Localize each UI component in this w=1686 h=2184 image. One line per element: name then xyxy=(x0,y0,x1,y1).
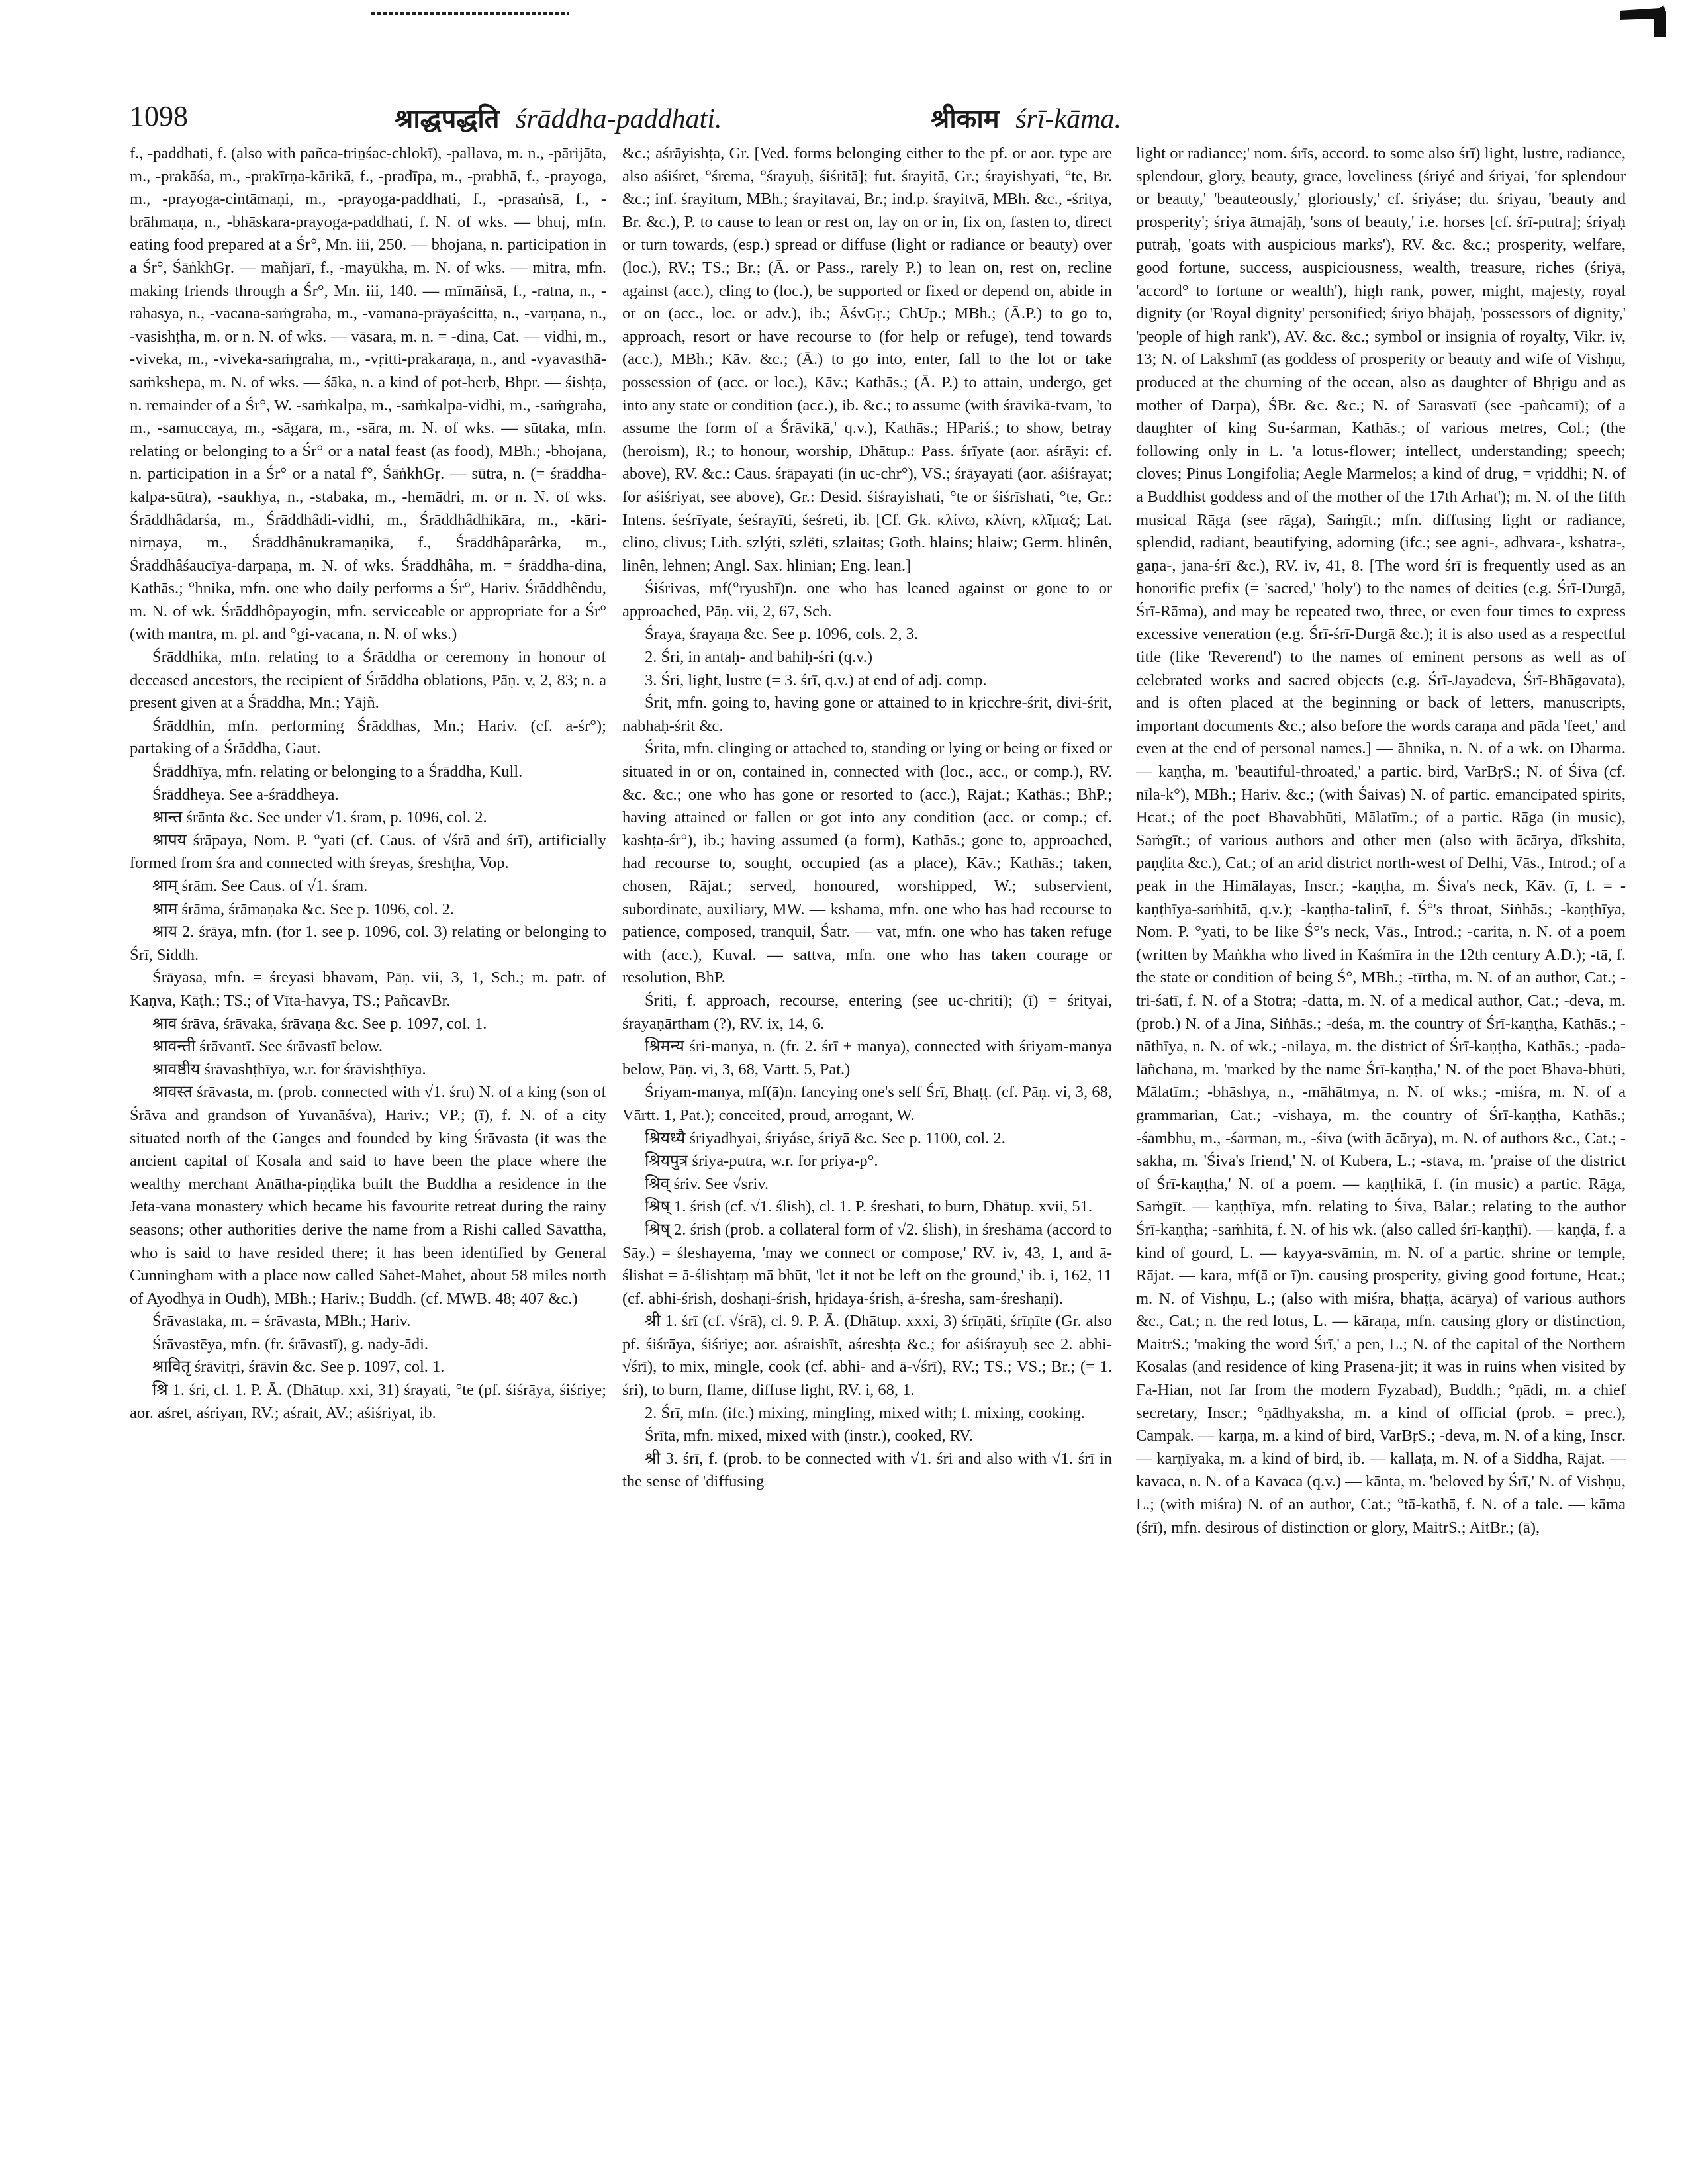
dictionary-entry: श्रियध्यै śriyadhyai, śriyáse, śriyā &c. See p. 1100, col. 2. xyxy=(645,1129,1006,1147)
page-header xyxy=(130,99,1587,139)
dictionary-entry: श्राम śrāma, śrāmaṇaka &c. See p. 1096, col. 2. xyxy=(152,900,455,918)
dictionary-entry: श्रिष् 1. śrish (cf. √1. ślish), cl. 1. P. śreshati, to burn, Dhātup. xvii, 51. xyxy=(645,1198,1093,1216)
dictionary-column-2 xyxy=(622,142,1112,2148)
dictionary-entry: श्रिष् 2. śrish (prob. a collateral form of √2. ślish), in śreshāma (accord to Sāy.) = śleshayema, 'may we connect or compose,' RV. iv, 43, 1, and ā-ślishat = ā-ślishṭaṃ mā bhūt, 'let it not be left on the ground,' ib. i, 162, 11 (cf. abhi-śrish, doshaṇi-śrish, hṛidaya-śrish, ā-śresha, sam-śreshaṇi). xyxy=(622,1220,1112,1307)
right-running-head xyxy=(931,99,1121,136)
dictionary-entry: श्रावितृ śrāvitṛi, śrāvin &c. See p. 1097, col. 1. xyxy=(152,1358,445,1376)
dictionary-entry: Śriti, f. approach, recourse, entering (see uc-chriti); (ī) = śrityai, śrayaṇārtham (?), RV. ix, 14, 6. xyxy=(622,991,1112,1033)
dictionary-entry: श्रिमन्य śri-manya, n. (fr. 2. śrī + manya), connected with śriyam-manya below, Pāṇ. vi, 3, 68, Vārtt. 5, Pat.) xyxy=(622,1037,1112,1078)
page-number: 1098 xyxy=(130,100,188,132)
dictionary-entry: Śraya, śrayaṇa &c. See p. 1096, cols. 2, 3. xyxy=(645,625,918,643)
dictionary-entry: श्रावष्ठीय śrāvashṭhīya, w.r. for śrāvishṭhīya. xyxy=(152,1060,426,1078)
dictionary-entry: Śrāddhika, mfn. relating to a Śrāddha or ceremony in honour of deceased ancestors, the recipient of Śrāddha oblations, Pāṇ. v, 2, 83; n. a present given at a Śrāddha, Mn.; Yājñ. xyxy=(130,648,606,712)
dictionary-entry: Śrāddhin, mfn. performing Śrāddhas, Mn.; Hariv. (cf. a-śr°); partaking of a Śrāddha, Gaut. xyxy=(130,716,606,758)
left-head-latin: śrāddha-paddhati. xyxy=(515,104,722,134)
dictionary-entry: श्रियपुत्र śriya-putra, w.r. for priya-p°. xyxy=(645,1152,878,1170)
dictionary-entry: 2. Śri, in antaḥ- and bahiḥ-śri (q.v.) xyxy=(645,648,873,667)
dictionary-entry: Śiśrivas, mf(°ryushī)n. one who has leaned against or gone to or approached, Pāṇ. vii, 2, 67, Sch. xyxy=(622,579,1112,620)
dictionary-entry: श्रापय śrāpaya, Nom. P. °yati (cf. Caus. of √śrā and śrī), artificially formed from śra and connected with śreyas, śreshṭha, Vop. xyxy=(130,831,606,873)
dictionary-entry: श्रिव् śriv. See √sriv. xyxy=(645,1174,769,1193)
corner-tab-mark xyxy=(1620,5,1666,37)
dictionary-column-3 xyxy=(1136,142,1626,2148)
dictionary-entry: light or radiance;' nom. śrīs, accord. to some also śrī) light, lustre, radiance, splendour, glory, beauty, grace, loveliness (śriyé and śriyai, 'for splendour or beauty,' 'beauteously,' gloriously,' cf. śriyáse; du. śriyau, 'beauty and prosperity'; śriya ātmajāḥ, 'sons of beauty,' i.e. horses [cf. śrī-putra]; śriyaḥ putrāḥ, 'goats with auspicious marks'), RV. &c. &c.; prosperity, welfare, good fortune, success, auspiciousness, wealth, treasure, riches (śriyā, 'accord° to fortune or wealth'), high rank, power, might, majesty, royal dignity (or 'Royal dignity' personified; śriyo bhājaḥ, 'possessors of dignity,' 'people of high rank'), AV. &c. &c.; symbol or insignia of royalty, Vikr. iv, 13; N. of Lakshmī (as goddess of prosperity or beauty and wife of Vishṇu, produced at the churning of the ocean, also as daughter of Bhṛigu and as mother of Darpa), ŚBr. &c. &c.; N. of Sarasvatī (see -pañcamī); of a daughter of king Su-śarman, Kathās.; of various metres, Col.; (the following only in L. 'a lotus-flower; intellect, understanding; speech; cloves; Pinus Longifolia; Aegle Marmelos; a kind of drug, = vṛiddhi; N. of a Buddhist goddess and of the mother of the 17th Arhat'); m. N. of the fifth musical Rāga (see rāga), Saṁgīt.; mfn. diffusing light or radiance, splendid, radiant, beautifying, adorning (ifc.; see agni-, adhvara-, kshatra-, gaṇa-, jana-śrī &c.), RV. iv, 41, 8. [The word śrī is frequently used as an honorific prefix (= 'sacred,' 'holy') to the names of deities (e.g. Śrī-Durgā, Śrī-Rāma), and may be repeated two, three, or even four times to express excessive veneration (e.g. Śrī-śrī-Durgā &c.); it is also used as a respectful title (like 'Reverend') to the names of eminent persons as well as of celebrated works and sacred objects (e.g. Śrī-Jayadeva, Śrī-Bhāgavata), and is often placed at the beginning or back of letters, manuscripts, important documents &c.; also before the words caraṇa and pāda 'feet,' and even at the end of personal names.] — āhnika, n. N. of a wk. on Dharma. — kaṇṭha, m. 'beautiful-throated,' a partic. bird, VarBṛS.; N. of Śiva (cf. nīla-k°), MBh.; Hariv. &c.; (with Śaivas) N. of partic. emancipated spirits, Hcat.; of the poet Bhavabhūti, Mālatīm.; of a partic. Rāga (in music), Saṁgīt.; of various authors and other men (also with ācārya, dīkshita, paṇḍita &c.), Cat.; of an arid district north-west of Delhi, Vās., Introd.; of a peak in the Himālayas, Inscr.; -kaṇṭha, m. Śiva's neck, Kāv. (ī, f. = -kaṇṭhīya-saṁhitā, q.v.); -kaṇṭha-talinī, f. Ś°'s throat, Siṅhās.; -kaṇṭhīya, Nom. P. °yati, to be like Ś°'s neck, Vās., Introd.; -carita, n. N. of a poem (written by Maṅkha who lived in Kaśmīra in the 12th century A.D.); -tā, f. the state or condition of being Ś°, MBh.; -tīrtha, m. N. of an author, Cat.; -tri-śatī, f. N. of a Stotra; -datta, m. N. of a medical author, Cat.; -deva, m. (prob.) N. of a Jina, Siṅhās.; -deśa, m. the country of Śrī-kaṇṭha, Kathās.; -nāthīya, n. N. of wk.; -nilaya, m. the district of Śrī-kaṇṭha, Kathās.; -pada-lāñchana, m. 'marked by the name Śrī-kaṇṭha,' N. of the poet Bhava-bhūti, Mālatīm.; -bhāshya, n., -māhātmya, n. N. of wks.; -miśra, m. N. of a grammarian, Cat.; -vishaya, m. the country of Śrī-kaṇṭha, Kathās.; -śambhu, m., -śarman, m., -śiva (with ācārya), m. N. of authors &c., Cat.; -sakha, m. 'Śiva's friend,' N. of Kubera, L.; -stava, m. 'praise of the district of Śrī-kaṇṭha,' N. of a poem. — kaṇṭhikā, f. (in music) a partic. Rāga, Saṁgīt. — kaṇṭhīya, mfn. relating to Śiva, Bālar.; relating to the author Śrī-kaṇṭha; -saṁhitā, f. N. of his wk. (also called śrī-kaṇṭhī). — kaṇḍā, f. a kind of gourd, L. — kayya-svāmin, m. N. of a partic. shrine or temple, Rājat. — kara, mf(ā or ī)n. causing prosperity, giving good fortune, Hcat.; m. N. of Vishṇu, L.; (also with miśra, bhaṭṭa, ācārya) of various authors &c., Cat.; n. the red lotus, L. — kāraṇa, mfn. causing glory or distinction, MaitrS.; 'making the word Śrī,' a pen, L.; N. of the capital of the Northern Kosalas (and residence of king Prasena-jit; it was in ruins when visited by Fa-Hian, not far from the modern Fyzabad), Buddh.; °ṇādi, m. a chief secretary, Inscr.; °ṇādhyaksha, m. a kind of official (prob. = prec.), Campak. — karṇa, m. a kind of bird, VarBṛS.; -deva, m. N. of a king, Inscr. — karṇīyaka, m. a kind of bird, ib. — kallaṭa, m. N. of a Siddha, Rājat. — kavaca, n. N. of a Kavaca (q.v.) — kānta, m. 'beloved by Śrī,' N. of Vishṇu, L.; (with miśra) N. of an author, Cat.; °tā-kathā, f. N. of a tale. — kāma (śrī), mfn. desirous of distinction or glory, MaitrS.; AitBr.; (ā), xyxy=(1136,144,1626,1537)
dictionary-entry: श्रान्त śrānta &c. See under √1. śram, p. 1096, col. 2. xyxy=(152,808,487,827)
dictionary-entry: श्री 3. śrī, f. (prob. to be connected with √1. śri and also with √1. śrī in the sense of 'diffusing xyxy=(622,1449,1112,1491)
left-head-devanagari: श्राद्धपद्धति xyxy=(395,104,500,134)
dictionary-entry: Śrit, mfn. going to, having gone or attained to in kṛicchre-śrit, divi-śrit, nabhaḥ-śrit &c. xyxy=(622,694,1112,735)
top-scan-mark xyxy=(371,12,569,15)
dictionary-entry: श्राम् śrām. See Caus. of √1. śram. xyxy=(152,877,368,895)
dictionary-entry: Śrīta, mfn. mixed, mixed with (instr.), cooked, RV. xyxy=(645,1427,973,1445)
dictionary-entry: Śrāyasa, mfn. = śreyasi bhavam, Pāṇ. vii, 3, 1, Sch.; m. patr. of Kaṇva, Kāṭh.; TS.; of Vīta-havya, TS.; PañcavBr. xyxy=(130,969,606,1010)
dictionary-entry: श्राय 2. śrāya, mfn. (for 1. see p. 1096, col. 3) relating or belonging to Śrī, Siddh. xyxy=(130,923,606,964)
dictionary-entry: श्राव śrāva, śrāvaka, śrāvaṇa &c. See p. 1097, col. 1. xyxy=(152,1014,487,1033)
left-running-head xyxy=(395,99,722,136)
dictionary-entry: श्रावन्ती śrāvantī. See śrāvastī below. xyxy=(152,1037,383,1056)
dictionary-entry: Śrāddhīya, mfn. relating or belonging to a Śrāddha, Kull. xyxy=(152,763,523,781)
dictionary-entry: Śrita, mfn. clinging or attached to, standing or lying or being or fixed or situated in or on, contained in, connected with (loc., acc., or comp.), RV. &c. &c.; one who has gone or resorted to (acc.), Rājat.; Kathās.; BhP.; having attained or fallen or got into any condition (acc. or comp.; cf. kashṭa-śr°), ib.; having assumed (a form), Kathās.; gone to, approached, had recourse to, sought, occupied (as a place), Kāv.; Kathās.; taken, chosen, Rājat.; served, honoured, worshipped, W.; subservient, subordinate, auxiliary, MW. — kshama, mfn. one who has had recourse to patience, composed, tranquil, Śatr. — vat, mfn. one who has taken refuge with (acc.), Kuval. — sattva, mfn. one who has taken courage or resolution, BhP. xyxy=(622,739,1112,987)
right-head-latin: śrī-kāma. xyxy=(1015,104,1122,134)
dictionary-entry: Śrāvastaka, m. = śrāvasta, MBh.; Hariv. xyxy=(152,1312,411,1331)
dictionary-entry: 2. Śrī, mfn. (ifc.) mixing, mingling, mixed with; f. mixing, cooking. xyxy=(645,1403,1085,1422)
dictionary-column-1 xyxy=(130,142,606,2148)
dictionary-entry: श्रि 1. śri, cl. 1. P. Ā. (Dhātup. xxi, 31) śrayati, °te (pf. śiśrāya, śiśriye; aor. aśret, aśriyan, RV.; aśrait, AV.; aśiśriyat, ib. xyxy=(130,1381,606,1422)
dictionary-entry: &c.; aśrāyishṭa, Gr. [Ved. forms belonging either to the pf. or aor. type are also aśiśret, °śrema, °śrayuḥ, śiśritā]; fut. śrayitā, Gr.; śrayishyati, °te, Br. &c.; inf. śrayitum, MBh.; śrayitavai, Br.; ind.p. śrayitvā, MBh. &c., -śritya, Br. &c.), P. to cause to lean or rest on, lay on or in, fix on, fasten to, direct or turn towards, (esp.) spread or diffuse (light or radiance or beauty) over (loc.), RV.; TS.; Br.; (Ā. or Pass., rarely P.) to lean on, rest on, recline against (acc.), cling to (loc.), be supported or fixed or depend on, abide in or on (acc., loc. or adv.), ib.; ĀśvGṛ.; ChUp.; MBh.; (Ā.P.) to go to, approach, resort or have recourse to (for help or refuge), tend towards (acc.), MBh.; Kāv. &c.; (Ā.) to go into, enter, fall to the lot or take possession of (acc. or loc.), Kāv.; Kathās.; (Ā. P.) to attain, undergo, get into any state or condition (acc.), ib. &c.; to assume (with śrāvikā-tvam, 'to assume the form of a Śrāvikā,' q.v.), Kathās.; HPariś.; to show, betray (heroism), R.; to honour, worship, Dhātup.: Pass. śrīyate (aor. aśrāyi: cf. above), RV. &c.: Caus. śrāpayati (in uc-chr°), VS.; śrāyayati (aor. aśiśrayat; for aśiśriyat, see above), Gr.: Desid. śiśrayishati, °te or śiśrīshati, °te, Gr.: Intens. śeśrīyate, śeśrayīti, śeśreti, ib. [Cf. Gk. κλίνω, κλίνη, κλῖμαξ; Lat. clino, clivus; Lith. szlýti, szlëti, szlaitas; Goth. hlains; hlaiw; Germ. hlinên, linên, lehnen; Angl. Sax. hlinian; Eng. lean.] xyxy=(622,144,1112,575)
dictionary-entry: f., -paddhati, f. (also with pañca-triṉśac-chlokī), -pallava, m. n., -pārijāta, m., -prakāśa, m., -prakīrṇa-kārikā, f., -pradīpa, m., -prabhā, f., -prayoga, m., -prayoga-cintāmaṇi, m., -prayoga-paddhati, f., -prasaṅsā, f., -brāhmaṇa, n., -bhāskara-prayoga-paddhati, f. N. of wks. — bhuj, mfn. eating food prepared at a Śr°, Mn. iii, 250. — bhojana, n. participation in a Śr°, ŚāṅkhGṛ. — mañjarī, f., -mayūkha, m. N. of wks. — mitra, mfn. making friends through a Śr°, Mn. iii, 140. — mīmāṅsā, f., -ratna, n., -rahasya, n., -vacana-saṁgraha, m., -vamana-prāyaścitta, n., -varṇana, n., -vasishṭha, m. or n. N. of wks. — vāsara, m. n. = -dina, Cat. — vidhi, m., -viveka, m., -viveka-saṁgraha, m., -vṛitti-prakaraṇa, n., and -vyavasthā-saṁkshepa, m. N. of wks. — śāka, n. a kind of pot-herb, Bhpr. — śishṭa, n. remainder of a Śr°, W. -saṁkalpa, m., -saṁkalpa-vidhi, m., -saṁgraha, m., -samuccaya, m., -sāgara, m., -sāra, m. N. of wks. — sūtaka, mfn. relating or belonging to a Śr° or a natal feast (as food), MBh.; -bhojana, n. participation in a Śr° or a natal f°, ŚāṅkhGṛ. — sūtra, n. (= śrāddha-kalpa-sūtra), -saukhya, n., -stabaka, m., -hemādri, m. or n. N. of wks. Śrāddhâdarśa, m., Śrāddhâdi-vidhi, m., Śrāddhâdhikāra, m., -kāri-nirṇaya, m., Śrāddhânukramaṇikā, f., Śrāddhâparârka, m., Śrāddhâśaucīya-darpaṇa, m. N. of wks. Śrāddhâha, m. = śrāddha-dina, Kathās.; °hnika, mfn. one who daily performs a Śr°, Hariv. Śrāddhêndu, m. N. of wk. Śrāddhôpayogin, mfn. serviceable or appropriate for a Śr° (with mantra, m. pl. and °gi-vacana, n. N. of wks.) xyxy=(130,144,606,643)
dictionary-entry: 3. Śri, light, lustre (= 3. śrī, q.v.) at end of adj. comp. xyxy=(645,671,987,689)
right-head-devanagari: श्रीकाम xyxy=(931,104,1000,134)
dictionary-entry: श्री 1. śrī (cf. √śrā), cl. 9. P. Ā. (Dhātup. xxxi, 3) śrīṇāti, śrīṇīte (Gr. also pf. śiśrāya, śiśriye; aor. aśraishīt, aśreshṭa &c.; for aśiśrayuḥ see 2. abhi-√śrī), to mix, mingle, cook (cf. abhi- and ā-√śrī), RV.; TS.; VS.; Br.; (= 1. śri), to burn, flame, diffuse light, RV. i, 68, 1. xyxy=(622,1312,1112,1400)
dictionary-entry: Śriyam-manya, mf(ā)n. fancying one's self Śrī, Bhaṭṭ. (cf. Pāṇ. vi, 3, 68, Vārtt. 1, Pat.); conceited, proud, arrogant, W. xyxy=(622,1083,1112,1124)
dictionary-entry: Śrāvastēya, mfn. (fr. śrāvastī), g. nady-ādi. xyxy=(152,1335,429,1353)
dictionary-entry: Śrāddheya. See a-śrāddheya. xyxy=(152,785,339,804)
dictionary-entry: श्रावस्त śrāvasta, m. (prob. connected with √1. śru) N. of a king (son of Śrāva and grandson of Yuvanāśva), Hariv.; VP.; (ī), f. N. of a city situated north of the Ganges and founded by king Śrāvasta (it was the ancient capital of Kosala and said to have been the place where the wealthy merchant Anātha-piṇḍika built the Buddha a residence in the Jeta-vana monastery which became his favourite retreat during the rainy seasons; other authorities derive the name from a Rishi called Sāvattha, who is said to have resided there; it has been identified by General Cunningham with a place now called Sahet-Mahet, about 58 miles north of Ayodhyā in Oudh), MBh.; Hariv.; Buddh. (cf. MWB. 48; 407 &c.) xyxy=(130,1083,606,1307)
